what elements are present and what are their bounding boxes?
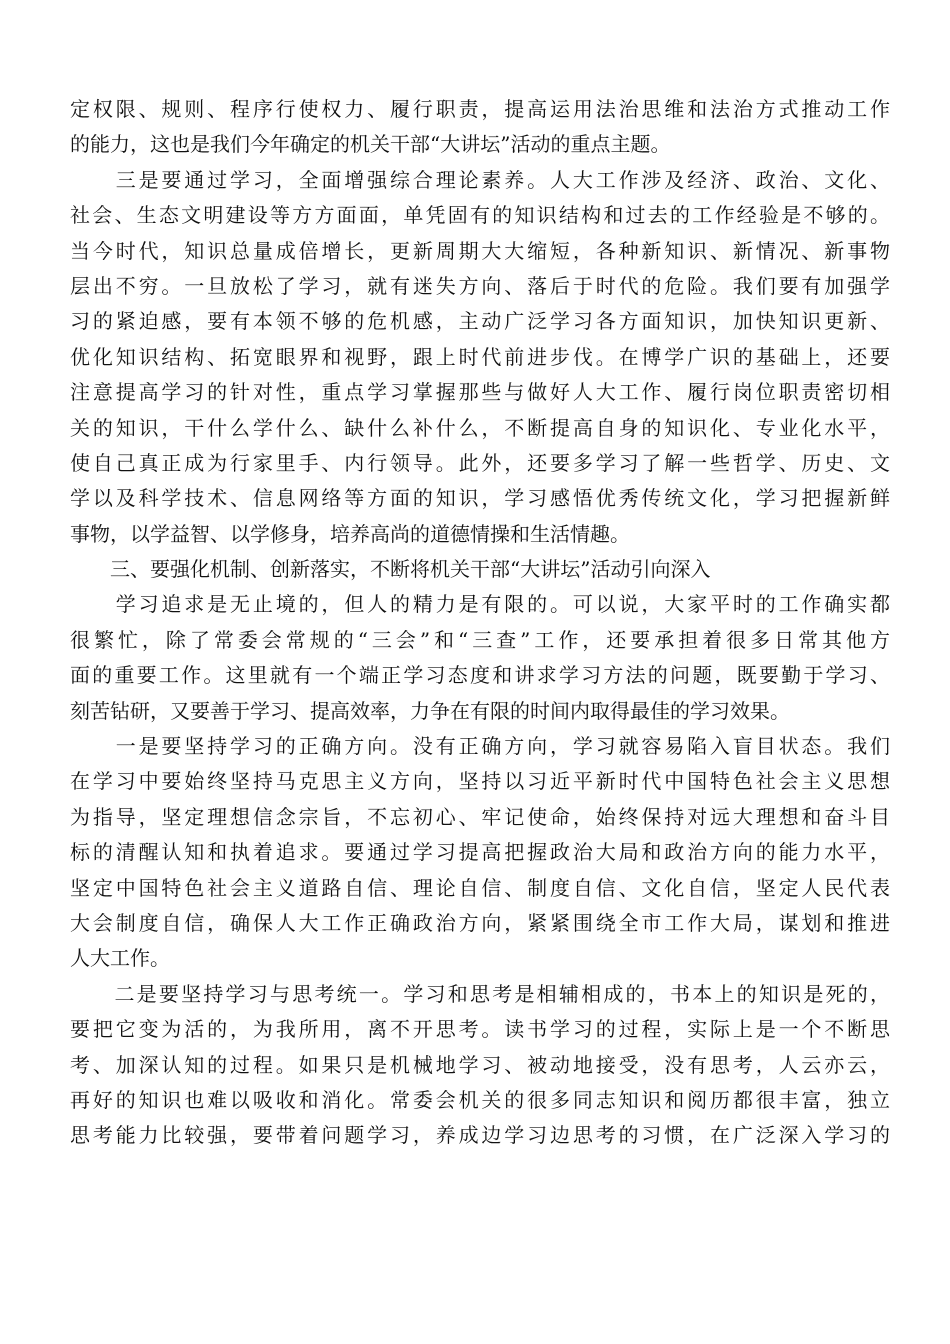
document-body xyxy=(70,92,890,1154)
text-line: 注意提高学习的针对性，重点学习掌握那些与做好人大工作、履行岗位职责密切相 xyxy=(70,380,890,405)
text-line: 思考能力比较强，要带着问题学习，养成边学习边思考的习惯，在广泛深入学习的 xyxy=(70,1123,890,1148)
text-line: 二是要坚持学习与思考统一。学习和思考是相辅相成的，书本上的知识是死的， xyxy=(70,981,890,1006)
text-line: 标的清醒认知和执着追求。要通过学习提高把握政治大局和政治方向的能力水平， xyxy=(70,840,890,865)
text-line: 三是要通过学习，全面增强综合理论素养。人大工作涉及经济、政治、文化、 xyxy=(70,167,890,192)
text-line: 定权限、规则、程序行使权力、履行职责，提高运用法治思维和法治方式推动工作 xyxy=(70,97,890,121)
text-line: 事物，以学益智、以学修身，培养高尚的道德情操和生活情趣。 xyxy=(70,521,630,546)
text-line: 为指导，坚定理想信念宗旨，不忘初心、牢记使命，始终保持对远大理想和奋斗目 xyxy=(70,804,890,829)
text-line: 使自己真正成为行家里手、内行领导。此外，还要多学习了解一些哲学、历史、文 xyxy=(70,450,890,475)
text-line: 关的知识，干什么学什么、缺什么补什么，不断提高自身的知识化、专业化水平， xyxy=(70,415,890,440)
text-line: 考、加深认知的过程。如果只是机械地学习、被动地接受，没有思考，人云亦云， xyxy=(70,1052,890,1077)
text-line: 当今时代，知识总量成倍增长，更新周期大大缩短，各种新知识、新情况、新事物 xyxy=(70,238,890,263)
text-line: 很繁忙，除了常委会常规的“三会”和“三查”工作，还要承担着很多日常其他方 xyxy=(70,627,890,652)
text-line: 坚定中国特色社会主义道路自信、理论自信、制度自信、文化自信，坚定人民代表 xyxy=(70,875,890,900)
text-line: 面的重要工作。这里就有一个端正学习态度和讲求学习方法的问题，既要勤于学习、 xyxy=(70,663,890,688)
text-line: 层出不穷。一旦放松了学习，就有迷失方向、落后于时代的危险。我们要有加强学 xyxy=(70,273,890,298)
text-line: 大会制度自信，确保人大工作正确政治方向，紧紧围绕全市工作大局，谋划和推进 xyxy=(70,910,890,935)
text-line: 社会、生态文明建设等方方面面，单凭固有的知识结构和过去的工作经验是不够的。 xyxy=(70,203,890,228)
text-line: 学以及科学技术、信息网络等方面的知识，学习感悟优秀传统文化，学习把握新鲜 xyxy=(70,486,890,511)
text-line: 学习追求是无止境的，但人的精力是有限的。可以说，大家平时的工作确实都 xyxy=(70,592,890,617)
text-line: 一是要坚持学习的正确方向。没有正确方向，学习就容易陷入盲目状态。我们 xyxy=(70,734,890,759)
text-line: 在学习中要始终坚持马克思主义方向，坚持以习近平新时代中国特色社会主义思想 xyxy=(70,769,890,794)
text-line: 优化知识结构、拓宽眼界和视野，跟上时代前进步伐。在博学广识的基础上，还要 xyxy=(70,344,890,369)
text-line: 三、要强化机制、创新落实，不断将机关干部“大讲坛”活动引向深入 xyxy=(70,557,711,582)
text-line: 的能力，这也是我们今年确定的机关干部“大讲坛”活动的重点主题。 xyxy=(70,132,671,157)
text-line: 再好的知识也难以吸收和消化。常委会机关的很多同志知识和阅历都很丰富，独立 xyxy=(70,1087,890,1112)
text-line: 人大工作。 xyxy=(70,946,170,971)
text-line: 习的紧迫感，要有本领不够的危机感，主动广泛学习各方面知识，加快知识更新、 xyxy=(70,309,890,334)
text-line: 要把它变为活的，为我所用，离不开思考。读书学习的过程，实际上是一个不断思 xyxy=(70,1017,890,1042)
text-line: 刻苦钻研，又要善于学习、提高效率，力争在有限的时间内取得最佳的学习效果。 xyxy=(70,698,790,723)
